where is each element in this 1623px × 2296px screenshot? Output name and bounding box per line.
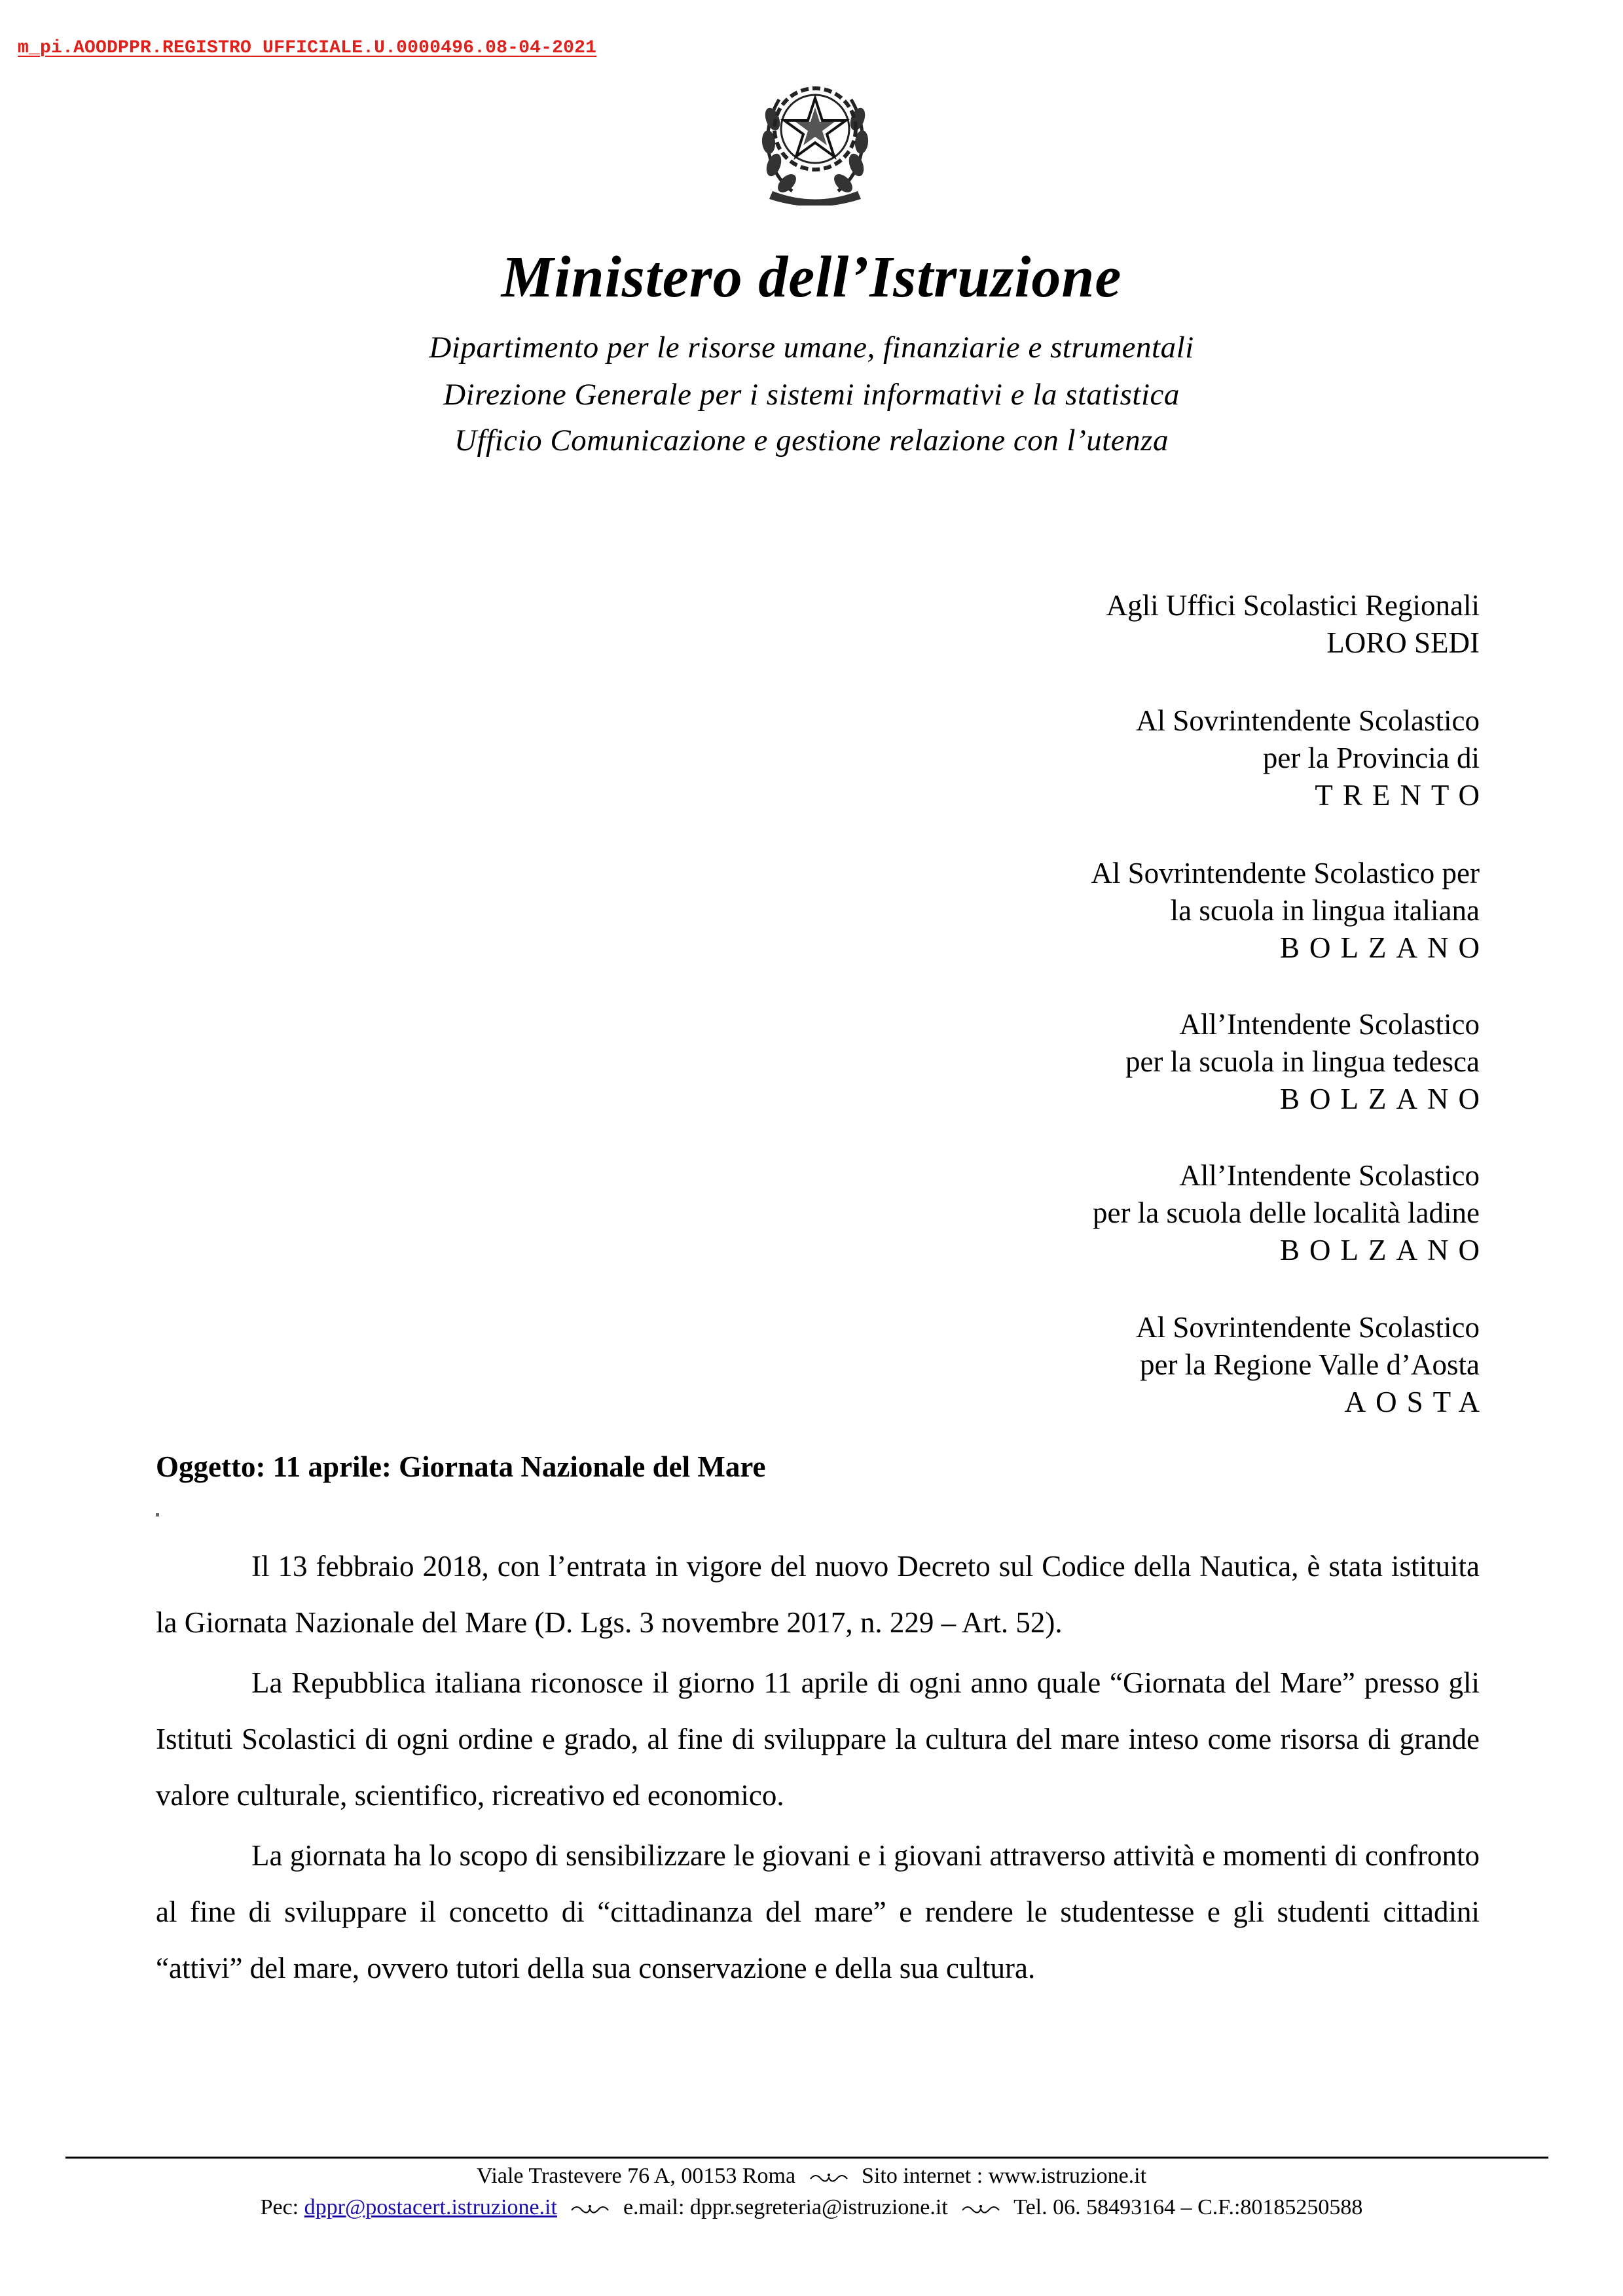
recipient-line: per la Regione Valle d’Aosta	[1139, 1348, 1480, 1381]
subject-line: Oggetto: 11 aprile: Giornata Nazionale del Mare	[156, 1450, 766, 1483]
directorate-line: Direzione Generale per i sistemi informativi e la statistica	[443, 378, 1180, 412]
department-line: Dipartimento per le risorse umane, finanziarie e strumentali	[429, 331, 1194, 365]
recipient-line: LORO SEDI	[1326, 626, 1480, 659]
footer-pec-label: Pec:	[260, 2195, 299, 2219]
recipient-city: BOLZANO	[1280, 1083, 1489, 1115]
recipient-block	[1091, 855, 1489, 967]
footer-line-2	[0, 2195, 1623, 2221]
footer-email: e.mail: dppr.segreteria@istruzione.it	[623, 2195, 948, 2219]
recipient-block	[1136, 702, 1489, 814]
ornament-icon	[960, 2202, 1002, 2215]
protocol-stamp: m_pi.AOODPPR.REGISTRO UFFICIALE.U.0000496.08-04-2021	[18, 38, 597, 58]
recipient-line: All’Intendente Scolastico	[1179, 1159, 1480, 1192]
recipient-line: per la scuola in lingua tedesca	[1125, 1045, 1480, 1078]
body-paragraph: La giornata ha lo scopo di sensibilizzare le giovani e i giovani attraverso attività e momenti di confronto al fine di sviluppare il concetto di “cittadinanza del mare” e rendere le studentesse e gli studenti cittadini “attivi” del mare, ovvero tutori della sua conservazione e della sua cultura.	[156, 1839, 1480, 1984]
recipient-city: TRENTO	[1315, 779, 1489, 812]
stray-mark	[156, 1513, 159, 1516]
body-paragraph: La Repubblica italiana riconosce il giorno 11 aprile di ogni anno quale “Giornata del Mare” presso gli Istituti Scolastici di ogni ordine e grado, al fine di sviluppare la cultura del mare inteso come risorsa di grande valore culturale, scientifico, ricreativo ed economico.	[156, 1666, 1480, 1812]
recipient-line: per la scuola delle località ladine	[1093, 1196, 1480, 1229]
recipient-line: Agli Uffici Scolastici Regionali	[1106, 589, 1480, 622]
recipient-block	[1125, 1006, 1489, 1118]
ornament-icon	[808, 2171, 850, 2184]
italian-republic-emblem-icon	[753, 60, 877, 206]
recipient-block	[1136, 1309, 1489, 1421]
recipient-block	[1106, 587, 1480, 662]
recipient-line: Al Sovrintendente Scolastico per	[1091, 857, 1480, 889]
footer-line-1	[0, 2163, 1623, 2189]
recipient-block	[1093, 1157, 1489, 1269]
pec-email-link[interactable]: dppr@postacert.istruzione.it	[304, 2195, 557, 2219]
footer-site: Sito internet : www.istruzione.it	[862, 2164, 1147, 2188]
recipient-city: BOLZANO	[1280, 1234, 1489, 1266]
office-line: Ufficio Comunicazione e gestione relazione con l’utenza	[454, 423, 1169, 457]
footer-divider	[65, 2157, 1548, 2159]
recipient-line: Al Sovrintendente Scolastico	[1136, 704, 1480, 737]
recipient-line: per la Provincia di	[1262, 742, 1480, 774]
footer-phone: Tel. 06. 58493164 – C.F.:80185250588	[1013, 2195, 1363, 2219]
recipient-line: All’Intendente Scolastico	[1179, 1008, 1480, 1041]
recipient-city: BOLZANO	[1280, 931, 1489, 964]
body-paragraph: Il 13 febbraio 2018, con l’entrata in vigore del nuovo Decreto sul Codice della Nautica, è stata istituita la Giornata Nazionale del Mare (D. Lgs. 3 novembre 2017, n. 229 – Art. 52).	[156, 1550, 1480, 1639]
ministry-title: Ministero dell’Istruzione	[501, 245, 1122, 310]
recipient-city: AOSTA	[1344, 1386, 1489, 1418]
ornament-icon	[569, 2202, 611, 2215]
recipient-line: la scuola in lingua italiana	[1170, 894, 1480, 927]
footer-address: Viale Trastevere 76 A, 00153 Roma	[476, 2164, 796, 2188]
recipient-line: Al Sovrintendente Scolastico	[1136, 1311, 1480, 1344]
